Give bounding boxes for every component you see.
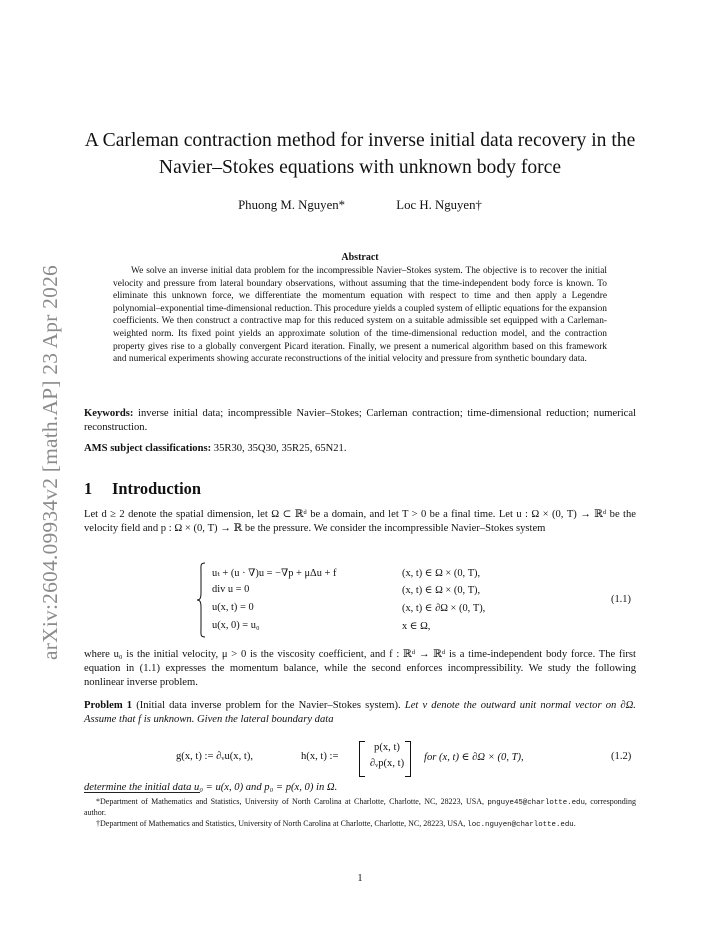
arxiv-stamp (4, 245, 62, 660)
author-1: Phuong M. Nguyen* (238, 198, 346, 212)
equation-lhs: u(x, 0) = u₀ (212, 620, 260, 631)
ams-label: AMS subject classifications: (84, 443, 212, 454)
footnote-2-email: loc.nguyen@charlotte.edu (467, 820, 574, 829)
ams-classification (84, 442, 636, 456)
equation-domain: x ∈ Ω, (402, 621, 431, 632)
abstract-text: We solve an inverse initial data problem for the incompressible Navier–Stokes system. The objective is to recover the initial velocity and pressure from lateral boundary observations, without assuming that the time-independent body force is known. To eliminate this unknown force, we differentiate the momentum equation with respect to time and then apply a Legendre polynomial–exponential time-dimensional reduction. This procedure yields a coupled system of elliptic equations for the expansion coefficients. We then construct a contractive map for this reduced system on a suitable admissible set equipped with a Carleman-weighted norm. Its fixed point yields an approximate solution of the time-dimensional reduction model, and the contraction property gives rise to a globally convergent Picard iteration. Finally, we present a numerical algorithm based on this framework and numerical experiments showing accurate reconstructions of the initial velocity and pressure from synthetic boundary data. (113, 266, 607, 365)
keywords-label: Keywords: (84, 408, 134, 419)
matrix-entry-2: ∂ᵥp(x, t) (369, 758, 405, 769)
footnotes (84, 797, 636, 830)
equation-lhs: uₜ + (u · ∇)u = −∇p + μΔu + f (212, 568, 337, 579)
problem-statement (84, 699, 636, 727)
matrix-bracket-right (405, 741, 411, 777)
equation-label: (1.2) (611, 751, 632, 762)
equation-h: h(x, t) := (301, 751, 339, 762)
section-title: Introduction (112, 479, 201, 498)
intro-paragraph: Let d ≥ 2 denote the spatial dimension, let Ω ⊂ ℝᵈ be a domain, and let T > 0 be a final time. Let u : Ω × (0, T) → ℝᵈ be the velocity field and p : Ω × (0, T) → ℝ be the pressure. We consider the incompressible Navier–Stokes system (84, 509, 636, 534)
footnote-1-text: *Department of Mathematics and Statistics, University of North Carolina at Charlotte, Charlotte, NC, 28223, USA, (96, 797, 484, 806)
problem-name: (Initial data inverse problem for the Navier–Stokes system). (136, 700, 401, 711)
equation-lhs: div u = 0 (212, 584, 250, 595)
problem-text: Let ν denote the outward unit normal vector on ∂Ω. Assume that f is unknown. Given the lateral boundary data (84, 700, 636, 725)
footnote-2-text: †Department of Mathematics and Statistics, University of North Carolina at Charlotte, Charlotte, NC, 28223, USA, (96, 818, 466, 828)
body-paragraph: where u₀ is the initial velocity, μ > 0 is the viscosity coefficient, and f : ℝᵈ → ℝᵈ is a time-independent body force. The first equation in (1.1) expresses the momentum balance, while the second enforces incompressibility. We study the following nonlinear inverse problem. (84, 649, 636, 688)
equation-lhs: u(x, t) = 0 (212, 602, 254, 613)
footnote-2-tail: . (573, 818, 576, 828)
footnote-rule (84, 792, 200, 793)
author-list (0, 198, 720, 213)
page-number: 1 (357, 873, 363, 884)
ams-text: 35R30, 35Q30, 35R25, 65N21. (213, 443, 347, 454)
section-number: 1 (84, 479, 93, 498)
problem-label: Problem 1 (84, 700, 133, 711)
arxiv-id: arXiv:2604.09934v2 [math.AP] 23 Apr 2026 (38, 265, 62, 660)
keywords-text: inverse initial data; incompressible Navier–Stokes; Carleman contraction; time-dimensional reduction; numerical reconstruction. (84, 408, 636, 433)
equation-system (196, 562, 646, 640)
paper-title: A Carleman contraction method for inverse initial data recovery in the Navier–Stokes equations with unknown body force (84, 130, 636, 178)
equation-boundary-data (84, 741, 636, 775)
equation-condition: for (x, t) ∈ ∂Ω × (0, T), (424, 752, 524, 763)
left-brace (196, 562, 206, 638)
equation-g: g(x, t) := ∂ᵥu(x, t), (176, 751, 253, 762)
equation-domain: (x, t) ∈ Ω × (0, T), (402, 568, 481, 579)
footnote-1-email: pnguye45@charlotte.edu (487, 799, 585, 807)
problem-goal: determine the initial data u₀ = u(x, 0) and p₀ = p(x, 0) in Ω. (84, 782, 338, 793)
author-2: Loc H. Nguyen† (396, 198, 482, 212)
footnote-1 (84, 797, 636, 819)
section-heading (84, 479, 201, 499)
keywords (84, 407, 636, 435)
footnote-1-tail: , corresponding author. (84, 797, 637, 818)
equation-label: (1.1) (611, 594, 631, 605)
abstract-heading: Abstract (341, 252, 379, 263)
equation-domain: (x, t) ∈ ∂Ω × (0, T), (402, 603, 486, 614)
matrix-entry-1: p(x, t) (374, 742, 400, 753)
equation-domain: (x, t) ∈ Ω × (0, T), (402, 585, 481, 596)
footnote-2 (84, 819, 636, 830)
